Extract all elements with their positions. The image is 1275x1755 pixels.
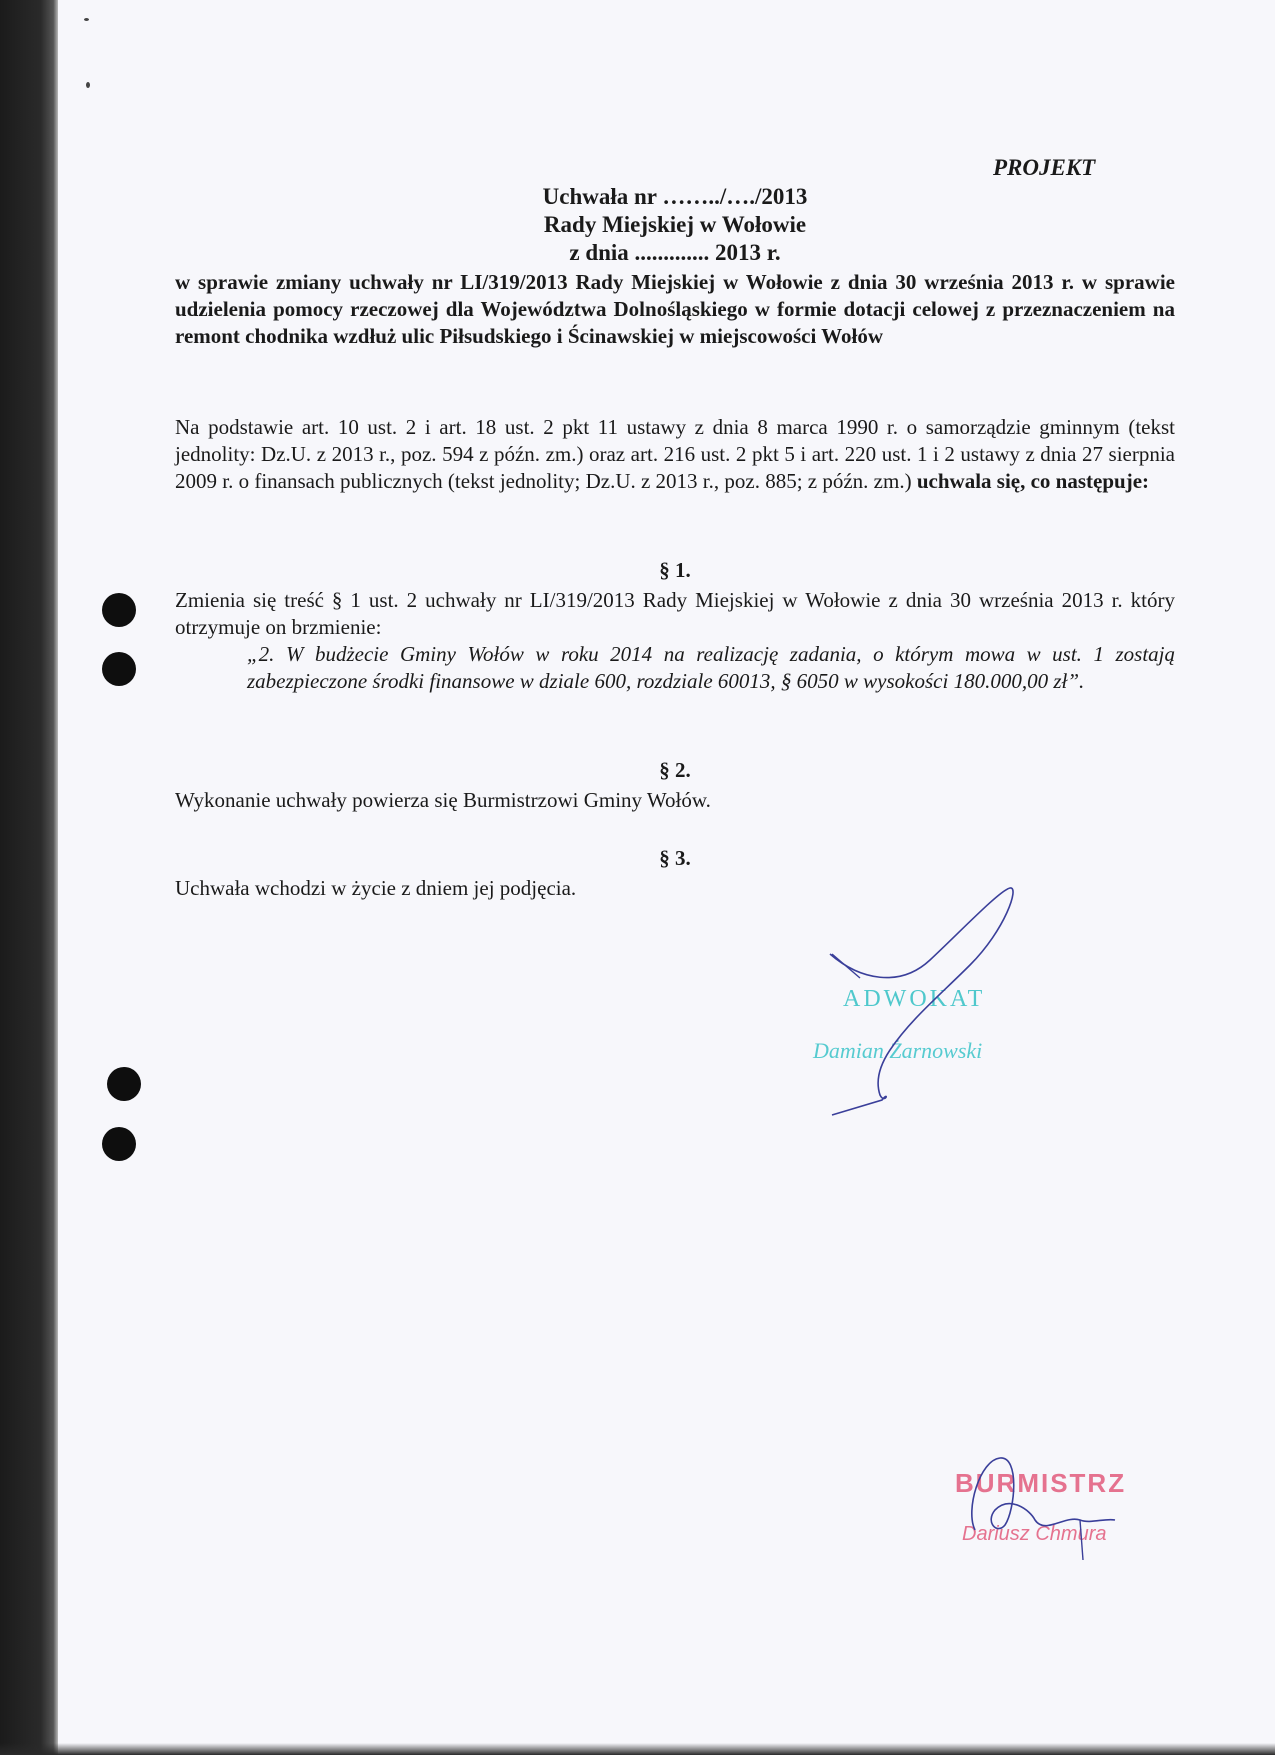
section-1-text: Zmienia się treść § 1 ust. 2 uchwały nr LI/319/2013 Rady Miejskiej w Wołowie z dnia 30 września 2013 r. który otrzymuje on brzmienie:: [175, 588, 1175, 639]
legal-basis-enacting-clause: uchwala się, co następuje:: [916, 469, 1150, 493]
section-1-quote: „2. W budżecie Gminy Wołów w roku 2014 na realizację zadania, o którym mowa w ust. 1 zostają zabezpieczone środki finansowe w dziale 600, rozdziale 60013, § 6050 w wysokości 180.000,00 zł”.: [247, 642, 1175, 693]
adwokat-stamp-title: ADWOKAT: [843, 986, 986, 1012]
resolution-number: Uchwała nr ……../…./2013: [542, 184, 808, 209]
section-2-heading: § 2.: [659, 758, 691, 782]
scan-dark-edge: [0, 0, 58, 1755]
burmistrz-stamp-name: Dariusz Chmura: [962, 1523, 1107, 1545]
resolution-council: Rady Miejskiej w Wołowie: [543, 212, 807, 237]
burmistrz-stamp-title: BURMISTRZ: [955, 1468, 1127, 1498]
legal-basis-text: Na podstawie art. 10 ust. 2 i art. 18 ust. 2 pkt 11 ustawy z dnia 8 marca 1990 r. o samorządzie gminnym (tekst jednolity: Dz.U. z 2013 r., poz. 594 z późn. zm.) oraz art. 216 ust. 2 pkt 5 i art. 220 ust. 1 i 2 ustawy z dnia 27 sierpnia 2009 r. o finansach publicznych (tekst jednolity; Dz.U. z 2013 r., poz. 885; z późn. zm.): [175, 415, 1175, 493]
section-1-heading: § 1.: [659, 558, 691, 582]
draft-marker: PROJEKT: [993, 155, 1096, 180]
section-3-heading: § 3.: [659, 846, 691, 870]
scan-speck: [84, 18, 89, 21]
scan-bottom-edge: [0, 1743, 1275, 1755]
punch-hole: [102, 1127, 136, 1161]
punch-hole: [107, 1067, 141, 1101]
resolution-subject: w sprawie zmiany uchwały nr LI/319/2013 Rady Miejskiej w Wołowie z dnia 30 września 2013 r. w sprawie udzielenia pomocy rzeczowej dla Województwa Dolnośląskiego w formie dotacji celowej z przeznaczeniem na remont chodnika wzdłuż ulic Piłsudskiego i Ścinawskiej w miejscowości Wołów: [175, 270, 1175, 348]
punch-hole: [102, 593, 136, 627]
resolution-date: z dnia ............. 2013 r.: [569, 240, 781, 265]
legal-basis: [175, 414, 1175, 495]
punch-hole: [102, 652, 136, 686]
section-3-text: Uchwała wchodzi w życie z dniem jej podjęcia.: [175, 876, 577, 900]
section-2-text: Wykonanie uchwały powierza się Burmistrzowi Gminy Wołów.: [175, 788, 711, 812]
scan-speck: [86, 82, 90, 88]
burmistrz-signature: [955, 1450, 1135, 1570]
adwokat-signature: [820, 870, 1020, 1120]
adwokat-stamp-name: Damian Żarnowski: [813, 1038, 983, 1063]
